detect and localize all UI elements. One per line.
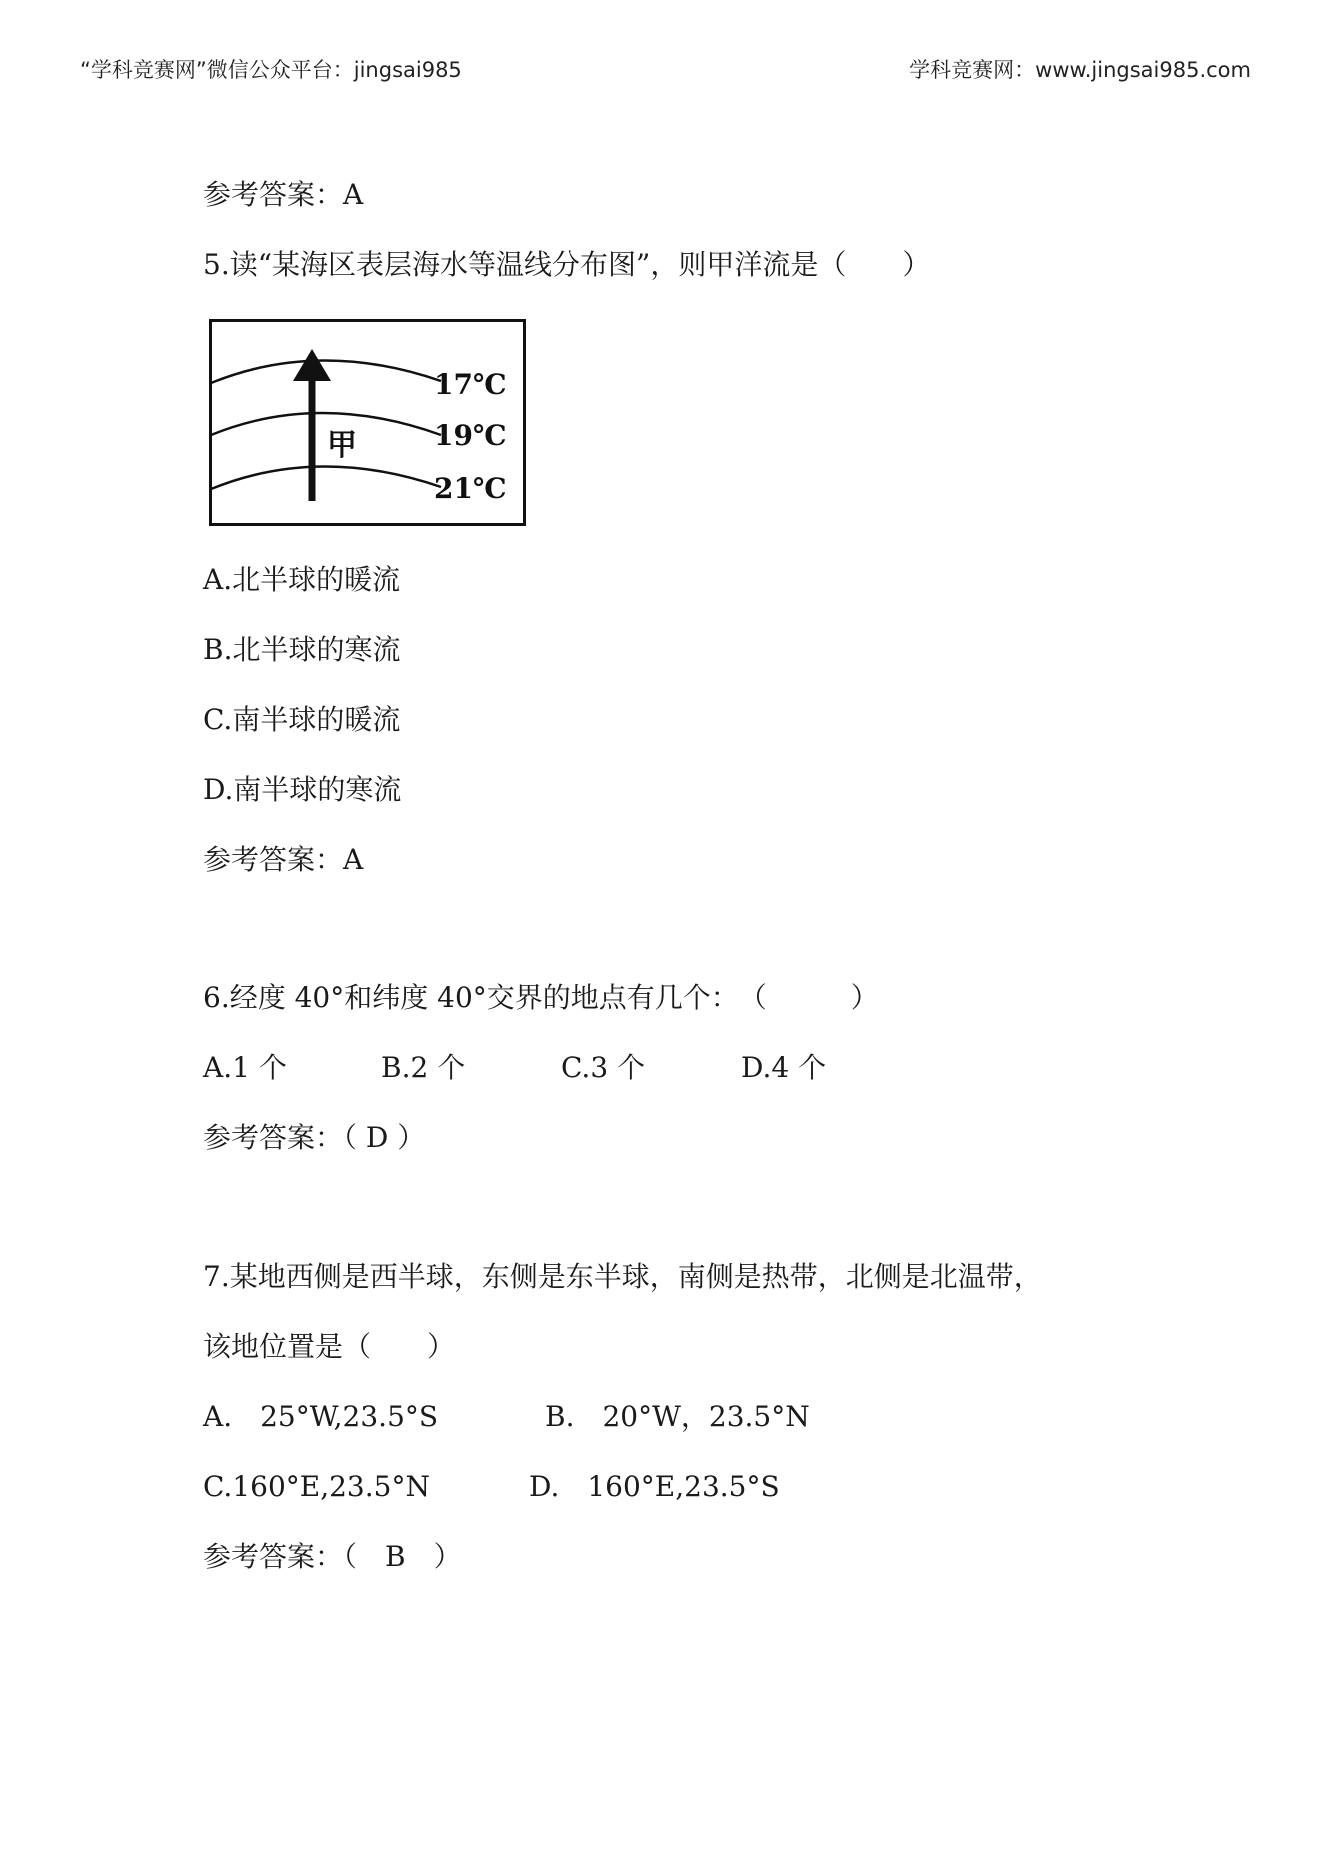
- q6-option-a: A.1 个: [203, 1051, 287, 1084]
- q7-option-d: D. 160°E,23.5°S: [529, 1470, 780, 1503]
- q7-question-line2: 该地位置是（ ）: [203, 1330, 456, 1363]
- q6-option-d: D.4 个: [741, 1051, 827, 1084]
- q7-option-b: B. 20°W，23.5°N: [545, 1400, 810, 1433]
- isotherm-label-19: 19℃: [434, 419, 507, 452]
- q5-option-b: B.北半球的寒流: [203, 633, 401, 666]
- q4-answer: 参考答案：A: [203, 178, 364, 211]
- q5-answer: 参考答案：A: [203, 843, 364, 876]
- q7-option-a: A. 25°W,23.5°S: [203, 1400, 439, 1433]
- q7-option-c: C.160°E,23.5°N: [203, 1470, 430, 1503]
- q5-option-c: C.南半球的暖流: [203, 703, 401, 736]
- header-left-text: “学科竞赛网”微信公众平台：jingsai985: [80, 58, 462, 82]
- q7-question-line1: 7.某地西侧是西半球，东侧是东半球，南侧是热带，北侧是北温带，: [203, 1260, 1042, 1293]
- q5-option-a: A.北半球的暖流: [203, 563, 401, 596]
- q5-option-d: D.南半球的寒流: [203, 773, 402, 806]
- isotherm-label-21: 21℃: [434, 472, 507, 505]
- current-label: 甲: [327, 428, 357, 463]
- q6-question: 6.经度 40°和纬度 40°交界的地点有几个： （ ）: [203, 981, 879, 1014]
- isotherm-label-17: 17℃: [434, 368, 507, 401]
- q6-option-c: C.3 个: [561, 1051, 646, 1084]
- isotherm-figure: [209, 319, 529, 529]
- q5-question: 5.读“某海区表层海水等温线分布图”，则甲洋流是（ ）: [203, 248, 931, 281]
- q7-answer: 参考答案：（ B ）: [203, 1540, 462, 1573]
- header-right-text: 学科竞赛网：www.jingsai985.com: [909, 58, 1251, 82]
- q6-option-b: B.2 个: [381, 1051, 466, 1084]
- q6-answer: 参考答案：（ D ）: [203, 1121, 426, 1154]
